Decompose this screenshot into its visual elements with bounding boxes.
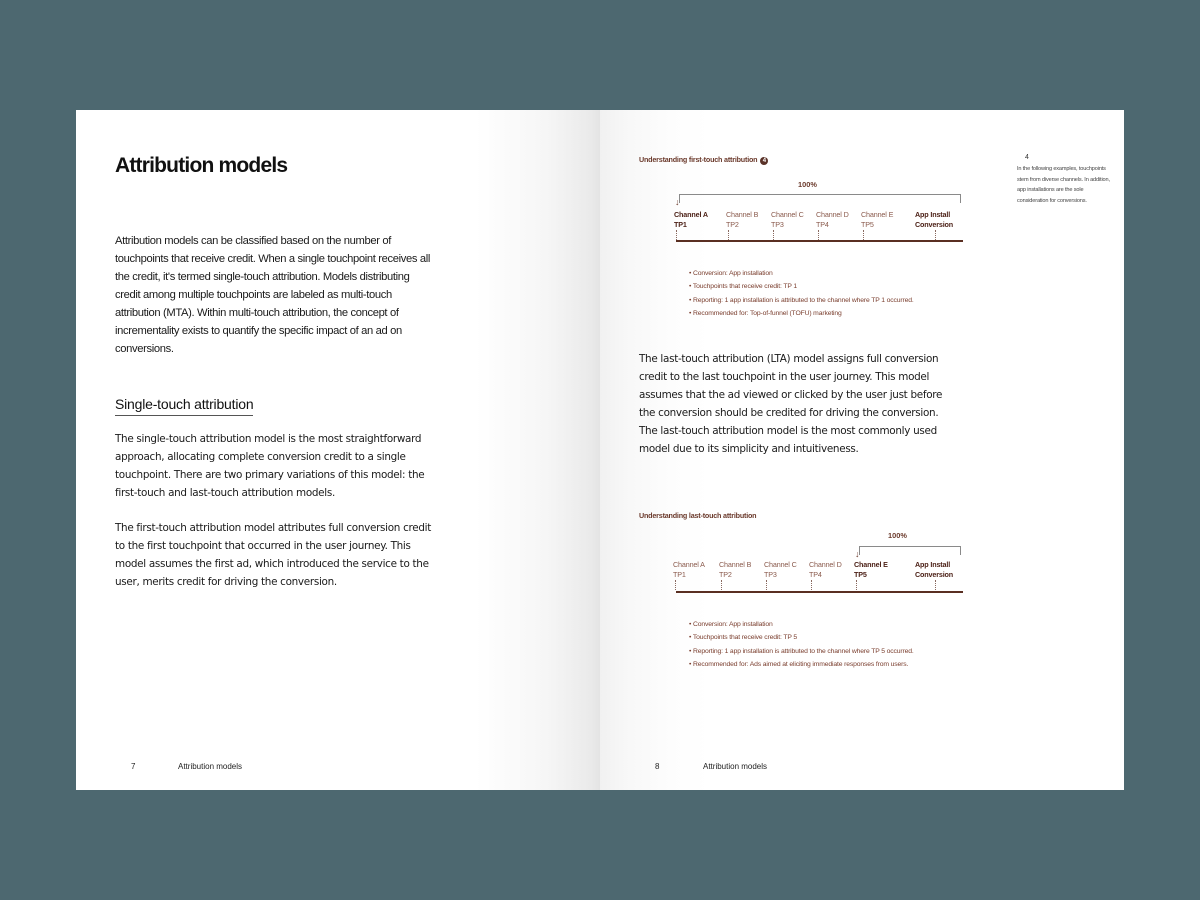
intro-paragraph: Attribution models can be classified based on the number of touchpoints that receive credit. When a single touchpoint receives all the credit, it's termed single-touch attribution. Models distributing credit among multiple touchpoints are labeled as multi-touch attribution (MTA). Within multi-touch attribution, the concept of incrementality exists to quantify the specific impact of an ad on conversions.	[115, 235, 431, 355]
credit-percent: 100%	[888, 531, 907, 540]
credit-percent: 100%	[798, 180, 817, 189]
dotted-connector	[675, 580, 676, 590]
dotted-connector	[676, 230, 677, 240]
touchpoint-label: Conversion	[915, 220, 954, 229]
touchpoint	[854, 560, 888, 590]
dotted-connector	[721, 580, 722, 590]
dotted-connector	[856, 580, 857, 590]
first-touch-bullets	[689, 267, 914, 320]
dotted-connector	[773, 230, 774, 240]
credit-bracket	[679, 194, 961, 203]
touchpoint	[673, 560, 705, 590]
touchpoint-channel: Channel A	[673, 560, 705, 569]
sidenote-number: 4	[1025, 154, 1029, 161]
dotted-connector	[766, 580, 767, 590]
page-title: Attribution models	[115, 154, 288, 177]
touchpoint-label: TP2	[726, 220, 739, 229]
bullet-item: • Touchpoints that receive credit: TP 5	[689, 631, 914, 644]
dotted-connector	[811, 580, 812, 590]
book-spread	[76, 110, 1124, 790]
left-page	[76, 110, 600, 790]
bullet-item: • Reporting: 1 app installation is attributed to the channel where TP 5 occurred.	[689, 645, 914, 658]
bullet-item: • Recommended for: Ads aimed at eliciting immediate responses from users.	[689, 658, 914, 671]
touchpoint	[771, 210, 804, 240]
touchpoint	[816, 210, 849, 240]
touchpoint-label: TP2	[719, 570, 732, 579]
touchpoint-channel: App Install	[915, 210, 951, 219]
touchpoint	[809, 560, 842, 590]
running-footer: Attribution models	[703, 762, 768, 771]
touchpoint-label: TP1	[674, 220, 687, 229]
dotted-connector	[863, 230, 864, 240]
touchpoint-channel: Channel B	[719, 560, 752, 569]
credit-bracket	[859, 546, 961, 555]
last-touch-diagram-title: Understanding last-touch attribution	[639, 511, 757, 520]
dotted-connector	[935, 580, 936, 590]
touchpoint-label: TP1	[673, 570, 686, 579]
page-number: 8	[655, 762, 660, 771]
dotted-connector	[728, 230, 729, 240]
bullet-item: • Touchpoints that receive credit: TP 1	[689, 280, 914, 293]
touchpoint	[764, 560, 797, 590]
touchpoint-channel: Channel D	[816, 210, 849, 219]
touchpoint-channel: Channel E	[854, 560, 888, 569]
bullet-item: • Reporting: 1 app installation is attributed to the channel where TP 1 occurred.	[689, 294, 914, 307]
touchpoint	[719, 560, 751, 590]
touchpoint-label: TP4	[816, 220, 829, 229]
last-touch-bullets	[689, 618, 914, 671]
section-heading: Single-touch attribution	[115, 396, 253, 416]
running-footer: Attribution models	[178, 762, 243, 771]
journey-baseline	[676, 591, 963, 593]
footnote-badge: 4	[760, 157, 768, 165]
touchpoint	[915, 210, 953, 240]
sidenote: In the following examples, touchpoints stem from diverse channels. In addition, app installations are the sole consideration for conversions.	[1017, 166, 1110, 204]
touchpoint	[726, 210, 758, 240]
dotted-connector	[818, 230, 819, 240]
bullet-item: • Recommended for: Top-of-funnel (TOFU) marketing	[689, 307, 914, 320]
touchpoint	[915, 560, 953, 590]
touchpoint-channel: Channel D	[809, 560, 842, 569]
touchpoint-label: TP5	[861, 220, 874, 229]
touchpoint	[674, 210, 708, 240]
first-touch-diagram-title	[639, 155, 768, 165]
touchpoint-channel: Channel A	[674, 210, 708, 219]
touchpoint-channel: Channel C	[764, 560, 797, 569]
journey-baseline	[676, 240, 963, 242]
touchpoint-label: TP3	[771, 220, 784, 229]
page-number: 7	[131, 762, 136, 771]
right-page	[600, 110, 1124, 790]
touchpoint-label: TP4	[809, 570, 822, 579]
touchpoint-label: TP5	[854, 570, 867, 579]
dotted-connector	[935, 230, 936, 240]
lta-paragraph: The last-touch attribution (LTA) model assigns full conversion credit to the last touchpoint in the user journey. This model assumes that the ad viewed or clicked by the user just before the conversion should be credited for driving the conversion. The last-touch attribution model is the most commonly used model due to its simplicity and intuitiveness.	[639, 353, 943, 455]
touchpoint-channel: Channel C	[771, 210, 804, 219]
bullet-item: • Conversion: App installation	[689, 618, 914, 631]
diagram-title-text: Understanding first-touch attribution	[639, 155, 758, 164]
body-paragraph: The single-touch attribution model is the most straightforward approach, allocating complete conversion credit to a single touchpoint. There are two primary variations of this model: the first-touch and last-touch attribution models.	[115, 433, 425, 499]
touchpoint-label: Conversion	[915, 570, 954, 579]
body-paragraph: The first-touch attribution model attributes full conversion credit to the first touchpoint that occurred in the user journey. This model assumes the first ad, which introduced the service to the user, merits credit for driving the conversion.	[115, 522, 431, 588]
touchpoint-channel: Channel B	[726, 210, 759, 219]
bullet-item: • Conversion: App installation	[689, 267, 914, 280]
touchpoint	[861, 210, 893, 240]
touchpoint-channel: App Install	[915, 560, 951, 569]
arrow-down-icon: ↓	[675, 197, 680, 207]
arrow-down-icon: ↓	[855, 549, 860, 559]
touchpoint-channel: Channel E	[861, 210, 894, 219]
touchpoint-label: TP3	[764, 570, 777, 579]
